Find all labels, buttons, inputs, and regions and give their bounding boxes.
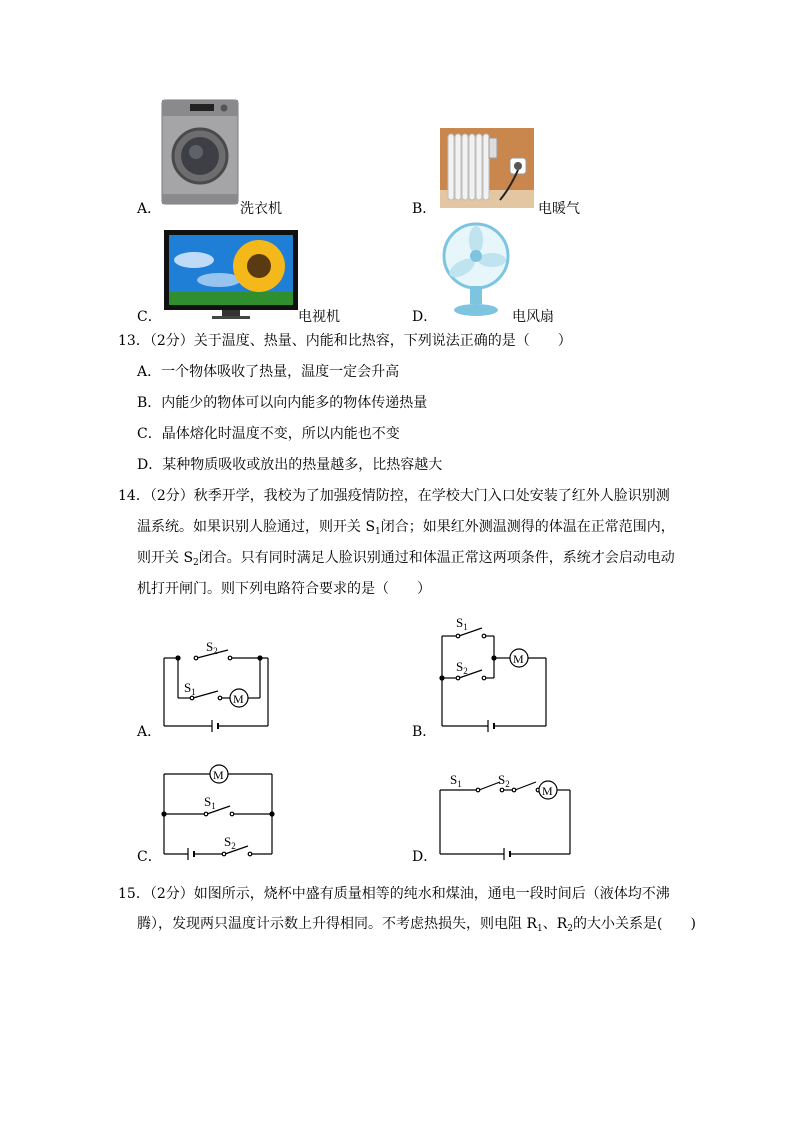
television-image [164, 230, 298, 320]
q12-option-a[interactable] [137, 199, 161, 219]
q15-stem-line1: 15．（2分）如图所示，烧杯中盛有质量相等的纯水和煤油，通电一段时间后（液体均不沸 [118, 886, 670, 902]
q12-option-d-caption: 电风扇 [512, 309, 554, 325]
q13-option-c[interactable]: C．晶体熔化时温度不变，所以内能也不变 [137, 426, 400, 442]
circuit-b-diagram [436, 614, 552, 732]
circuit-d-motor-label: M [542, 784, 553, 798]
circuit-c-s1-label: $S_1$ [204, 794, 216, 811]
q12-option-a-caption: 洗衣机 [240, 201, 282, 217]
q14-option-a[interactable]: A． [137, 724, 162, 740]
q12-option-c-letter: C． [137, 309, 162, 325]
circuit-b-motor-label: M [513, 652, 524, 666]
washing-machine-image [160, 98, 240, 206]
circuit-d-s2-label: $S_2$ [498, 772, 510, 789]
circuit-a-motor-label: M [233, 692, 244, 706]
circuit-c-s2-label: $S_2$ [224, 834, 236, 851]
q14-option-c[interactable]: C． [137, 849, 162, 865]
q14-option-d[interactable]: D． [412, 849, 438, 865]
circuit-c-diagram [160, 762, 278, 862]
q12-option-a-letter: A． [137, 201, 162, 217]
q12-option-c[interactable] [137, 307, 162, 327]
electric-fan-image [440, 222, 512, 318]
circuit-b-s1-label: $S_1$ [456, 615, 468, 632]
circuit-a-diagram [160, 636, 276, 732]
circuit-b-s2-label: $S_2$ [456, 659, 468, 676]
q14-stem-line3: 则开关 $S_2$闭合。只有同时满足人脸识别通过和体温正常这两项条件，系统才会启动电动 [137, 550, 675, 568]
q12-option-d[interactable] [412, 307, 437, 327]
q12-option-b[interactable] [412, 199, 436, 219]
q12-option-b-letter: B． [412, 201, 437, 217]
circuit-c-motor-label: M [213, 768, 224, 782]
circuit-d-s1-label: $S_1$ [450, 772, 462, 789]
q15-stem-line2: 腾），发现两只温度计示数上升得相同。不考虑热损失，则电阻 $R_1$、$R_2$的大小关系是( ) [137, 916, 696, 934]
circuit-a-s2-label: $S_2$ [206, 639, 218, 656]
circuit-d-diagram [436, 768, 574, 860]
q12-option-d-letter: D． [412, 309, 438, 325]
q14-stem-line4: 机打开闸门。则下列电路符合要求的是（ ） [137, 581, 431, 597]
q13-option-d[interactable]: D．某种物质吸收或放出的热量越多，比热容越大 [137, 457, 443, 473]
q14-stem-line2: 温系统。如果识别人脸通过，则开关 $S_1$闭合；如果红外测温测得的体温在正常范围内， [137, 519, 675, 537]
q12-option-c-caption: 电视机 [298, 309, 340, 325]
q14-option-b[interactable]: B． [412, 724, 437, 740]
q13-stem: 13．（2分）关于温度、热量、内能和比热容，下列说法正确的是（ ） [118, 333, 572, 349]
circuit-a-s1-label: $S_1$ [184, 680, 196, 697]
q14-stem-line1: 14．（2分）秋季开学，我校为了加强疫情防控，在学校大门入口处安装了红外人脸识别测 [118, 488, 670, 504]
q13-option-b[interactable]: B．内能少的物体可以向内能多的物体传递热量 [137, 395, 428, 411]
q12-option-b-caption: 电暖气 [538, 201, 580, 217]
electric-heater-image [440, 128, 534, 208]
q13-option-a[interactable]: A．一个物体吸收了热量，温度一定会升高 [137, 364, 400, 380]
